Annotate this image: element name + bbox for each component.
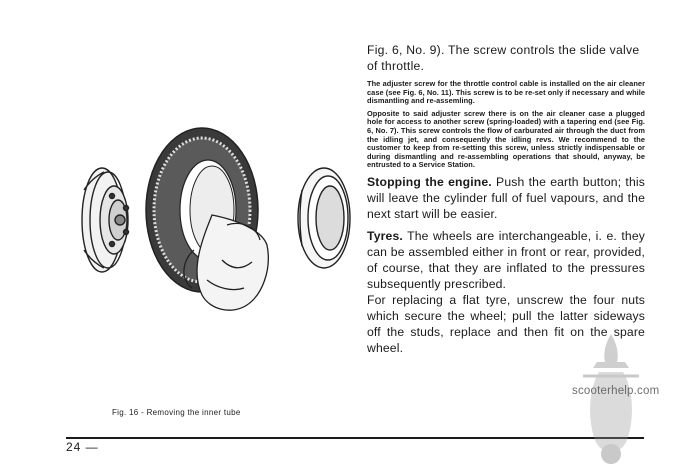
watermark-text: scooterhelp.com [572,385,660,397]
text-column [367,42,645,356]
tyres-heading: Tyres. [367,228,403,243]
tyres-paragraph [367,228,645,292]
footer-rule [66,437,644,439]
stopping-engine-text: Push the earth button; this will leave the cylinder full of fuel vapours, and the next start will be easier. [367,174,646,221]
scooter-watermark-icon [575,328,647,468]
lead-paragraph: Fig. 6, No. 9). The screw controls the slide valve of throttle. [367,43,640,73]
wheel-hub-half [82,168,129,272]
stopping-engine-heading: Stopping the engine. [367,174,492,189]
page-number: 24 — [66,440,99,454]
figure-caption: Fig. 16 - Removing the inner tube [112,408,241,417]
tyres-text: The wheels are interchangeable, i. e. they can be assembled either in front or rear, provided, of course, that they are inflated to the pressures subsequently prescribed. [367,228,645,291]
stopping-engine-paragraph [367,174,645,222]
flat-tyre-paragraph: For replacing a flat tyre, unscrew the four nuts which secure the wheel; pull the latter sideways off the studs, replace and then fit on the spare wheel. [367,292,645,355]
wheel-illustration [62,120,362,320]
wheel-rim-half [298,168,350,268]
idling-screw-note: Opposite to said adjuster screw there is on the air cleaner case a plugged hole for access to another screw (spring-loaded) with a tapering end (see Fig. 6, No. 7). This screw controls the flow of carburated air through the duct from the idling jet, and consequently the idling revs. We recommend to the customer to keep from re-setting this screw, unless strictly indispensable or during dismantling and re-assembling operations that should, anyway, be entrusted to a Service Station. [367,108,645,170]
adjuster-screw-note: The adjuster screw for the throttle control cable is installed on the air cleaner case (see Fig. 6, No. 11). This screw is to be re-set only if necessary and while dismantling and re-assemling. [367,79,645,106]
